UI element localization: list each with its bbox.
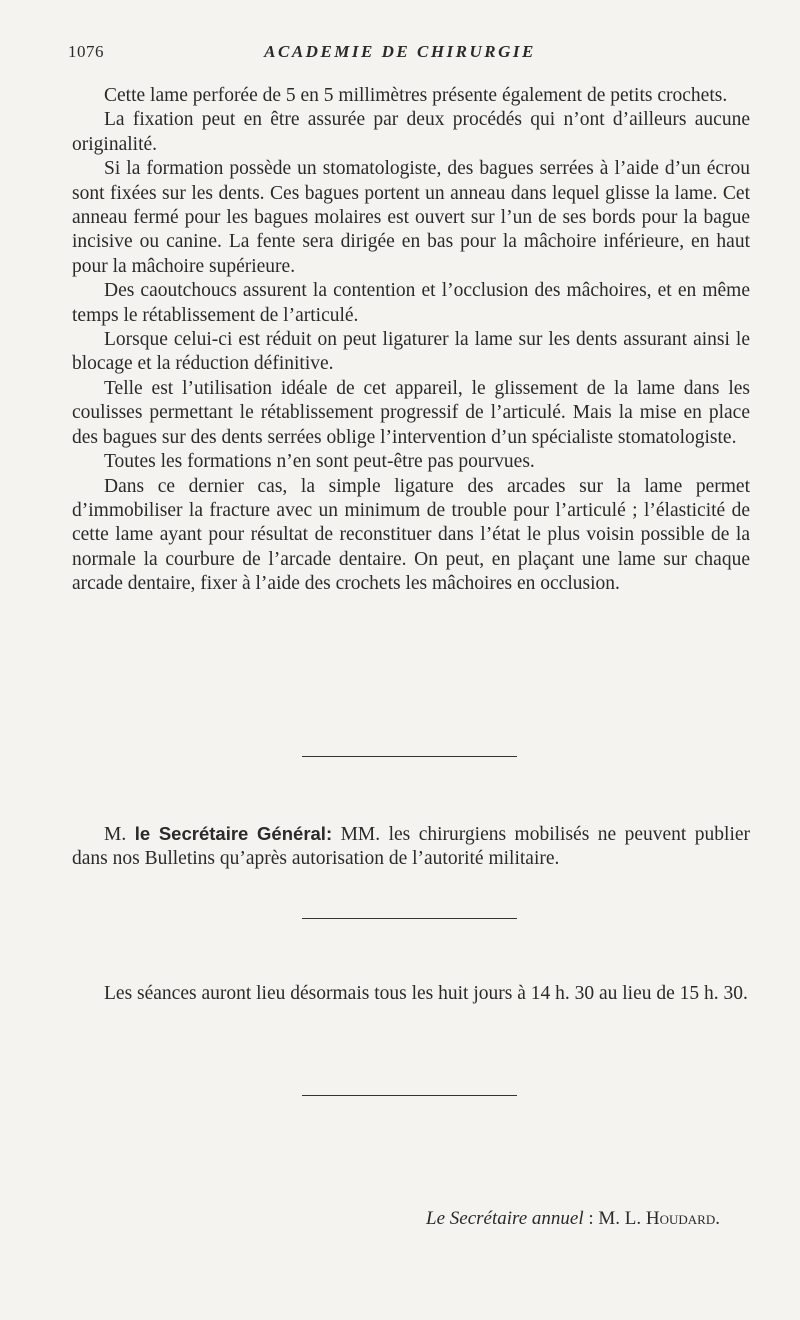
section-divider-2 <box>302 918 517 919</box>
announcement-secretary <box>72 822 750 872</box>
signature-initials: M. L. <box>598 1208 642 1229</box>
paragraph-6: Telle est l’utilisation idéale de cet appareil, le glissement de la lame dans les coulisses permettant le rétablissement progressif de l’articulé. Mais la mise en place des bagues sur des dents serrées oblige l’intervention d’un spécialiste stomatologiste. <box>72 377 750 448</box>
announcement-secretary-text <box>72 822 750 872</box>
announcement-schedule <box>72 982 750 1006</box>
running-title: ACADEMIE DE CHIRURGIE <box>264 42 536 61</box>
announcement-schedule-text: Les séances auront lieu désormais tous les huit jours à 14 h. 30 au lieu de 15 h. 30. <box>104 983 748 1004</box>
section-divider-1 <box>302 756 517 757</box>
paragraph-8: Dans ce dernier cas, la simple ligature des arcades sur la lame permet d’immobiliser la fracture avec un minimum de trouble pour l’articulé ; l’élasticité de cette lame ayant pour résultat de reconstituer dans l’état le plus voisin possible de la normale la courbure de l’arcade dentaire. On peut, en plaçant une lame sur chaque arcade dentaire, fixer à l’aide des crochets les mâchoires en occlusion. <box>72 475 750 595</box>
paragraph-7: Toutes les formations n’en sont peut-être pas pourvues. <box>104 451 535 473</box>
signature-role: Le Secrétaire annuel <box>426 1208 584 1229</box>
paragraph-1: Cette lame perforée de 5 en 5 millimètres présente également de petits crochets. <box>104 85 728 106</box>
announcement-body: MM. les chirurgiens mobilisés ne peuvent publier dans nos Bulletins qu’après autorisation de l’autorité militaire. <box>72 824 751 870</box>
section-divider-3 <box>302 1095 517 1096</box>
page-header <box>68 42 728 66</box>
paragraph-4: Des caoutchoucs assurent la contention et l’occlusion des mâchoires, et en même temps le rétablissement de l’articulé. <box>72 280 750 326</box>
paragraph-5: Lorsque celui-ci est réduit on peut ligaturer la lame sur les dents assurant ainsi le blocage et la réduction définitive. <box>72 329 750 375</box>
signature-surname: Houdard. <box>645 1208 720 1229</box>
paragraph-2: La fixation peut en être assurée par deux procédés qui n’ont d’ailleurs aucune originalité. <box>72 109 750 155</box>
signature-line <box>0 1208 720 1230</box>
body-text <box>72 84 750 597</box>
paragraph-3: Si la formation possède un stomatologiste, des bagues serrées à l’aide d’un écrou sont fixées sur les dents. Ces bagues portent un anneau dans lequel glisse la lame. Cet anneau fermé pour les bagues molaires est ouvert sur l’un de ses bords pour la bague incisive ou canine. La fente sera dirigée en bas pour la mâchoire inférieure, en haut pour la mâchoire supérieure. <box>72 158 750 277</box>
speaker-prefix: M. <box>104 824 127 845</box>
page-number: 1076 <box>68 42 104 61</box>
speaker-name: le Secrétaire Général: <box>134 823 333 844</box>
signature-separator: : <box>588 1208 594 1229</box>
